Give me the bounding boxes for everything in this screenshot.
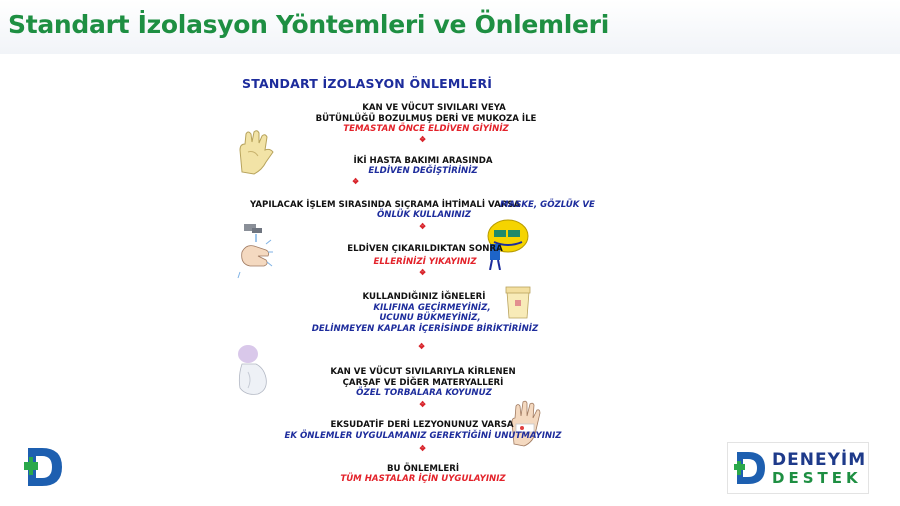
item4-line1: ELDİVEN ÇIKARILDIKTAN SONRA <box>347 244 503 254</box>
item5-line2: KILIFINA GEÇİRMEYİNİZ, <box>373 303 491 313</box>
bullet: ❖ <box>419 268 427 277</box>
page-title: Standart İzolasyon Yöntemleri ve Önlemleri <box>8 10 609 39</box>
item8-line1: BU ÖNLEMLERİ <box>386 464 460 474</box>
bullet: ❖ <box>419 222 427 231</box>
item1-line3: TEMASTAN ÖNCE ELDİVEN GİYİNİZ <box>343 124 509 134</box>
item5-line1: KULLANDIĞINIZ İĞNELERİ <box>362 292 486 302</box>
item8-line2: TÜM HASTALAR İÇİN UYGULAYINIZ <box>340 474 506 484</box>
brand-logo-icon <box>734 450 768 486</box>
item3-line1b: MASKE, GÖZLÜK VE <box>500 200 595 210</box>
item3-line2: ÖNLÜK KULLANINIZ <box>376 210 472 220</box>
bullet: ❖ <box>419 135 427 144</box>
item2-line1: İKİ HASTA BAKIMI ARASINDA <box>353 156 493 166</box>
item6-line2: ÇARŞAF VE DİĞER MATERYALLERİ <box>342 378 504 388</box>
bullet: ❖ <box>352 177 360 186</box>
item3-line1a: YAPILACAK İŞLEM SIRASINDA SIÇRAMA İHTİMALİ VARSA <box>250 200 521 210</box>
container-icon <box>504 284 532 320</box>
item2-line2: ELDİVEN DEĞİŞTİRİNİZ <box>368 166 478 176</box>
item5-line3: UCUNU BÜKMEYİNİZ, <box>379 313 481 323</box>
item5-line4: DELİNMEYEN KAPLAR İÇERİSİNDE BİRİKTİRİNİZ <box>311 324 539 334</box>
item6-line3: ÖZEL TORBALARA KOYUNUZ <box>356 388 492 398</box>
gloves-icon <box>236 128 278 178</box>
bullet: ❖ <box>418 342 426 351</box>
bullet: ❖ <box>419 444 427 453</box>
item1-line2: BÜTÜNLÜĞÜ BOZULMUŞ DERİ VE MUKOZA İLE <box>315 114 537 124</box>
item7-line2: EK ÖNLEMLER UYGULAMANIZ GEREKTİĞİNİ UNUTMAYINIZ <box>284 431 562 441</box>
slide-heading: STANDART İZOLASYON ÖNLEMLERİ <box>242 76 493 91</box>
bullet: ❖ <box>419 400 427 409</box>
handwash-icon <box>236 222 274 282</box>
item6-line1: KAN VE VÜCUT SIVILARIYLA KİRLENEN <box>330 367 516 377</box>
item1-line1: KAN VE VÜCUT SIVILARI VEYA <box>362 103 506 113</box>
item7-line1: EKSUDATİF DERİ LEZYONUNUZ VARSA <box>330 420 514 430</box>
brand-line2: DESTEK <box>772 469 862 487</box>
brand-line1: DENEYİM <box>772 450 867 470</box>
brand-logo <box>727 442 869 494</box>
header-bar <box>0 0 900 54</box>
company-logo-icon <box>24 444 66 490</box>
bag-icon <box>236 342 272 398</box>
item4-line2: ELLERİNİZİ YIKAYINIZ <box>373 257 477 267</box>
